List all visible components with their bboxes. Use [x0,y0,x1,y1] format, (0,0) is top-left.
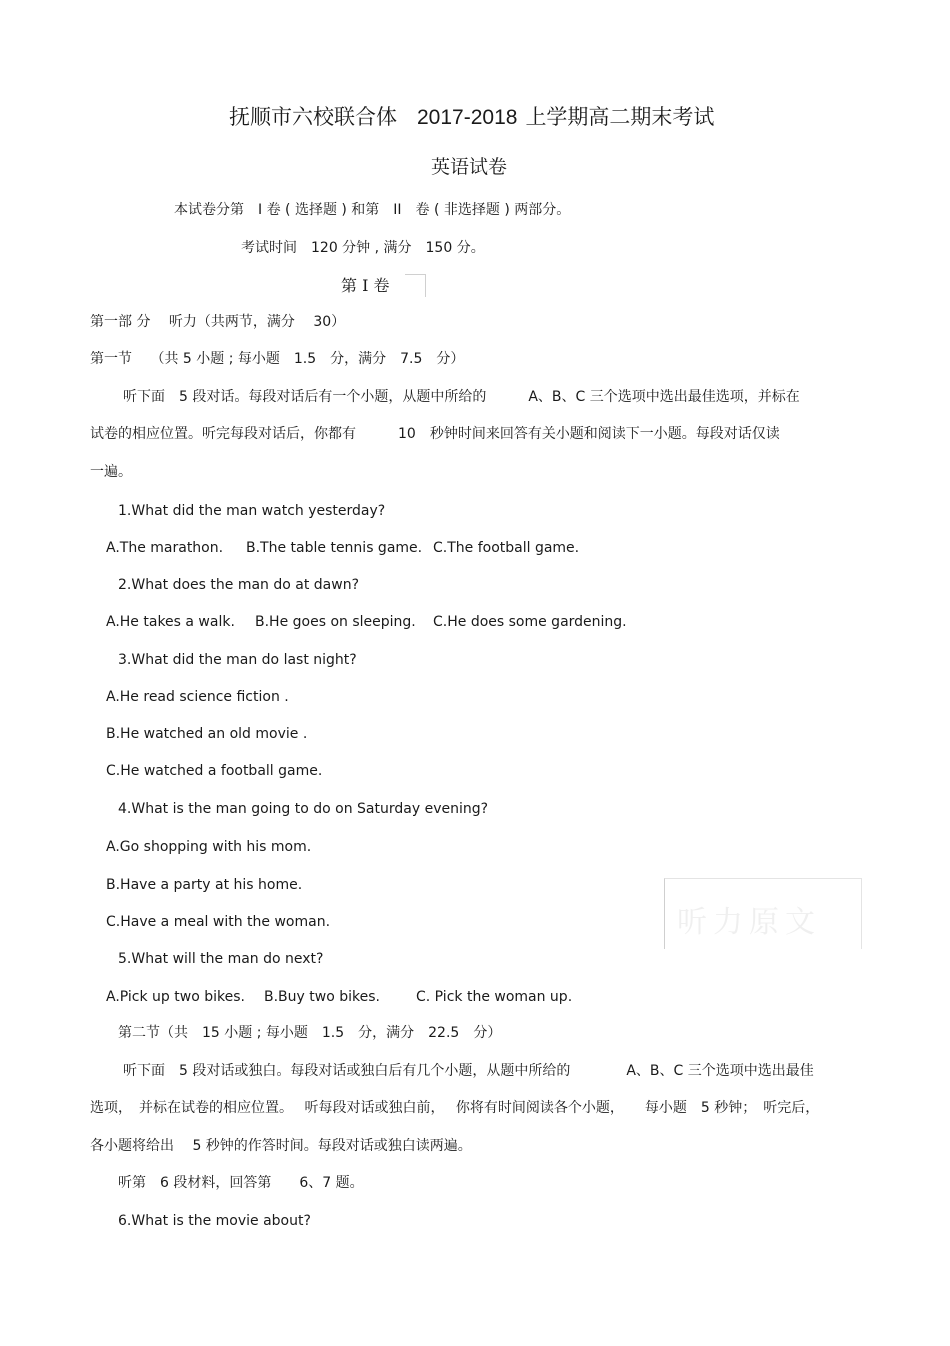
question-6-stem: 6.What is the movie about? [118,1213,311,1229]
question-2-option-b: B.He goes on sleeping. [255,614,416,630]
question-5-option-b: B.Buy two bikes. [264,989,380,1005]
faint-stamp [664,878,862,949]
intro-line-1: 本试卷分第 I 卷 ( 选择题 ) 和第 II 卷 ( 非选择题 ) 两部分。 [174,202,571,218]
question-4-option-b: B.Have a party at his home. [106,877,303,893]
section1-directions-3: 一遍。 [90,464,132,480]
question-2-option-a: A.He takes a walk. [106,614,235,630]
question-4-stem: 4.What is the man going to do on Saturday evening? [118,801,489,817]
stamp-text: 听力原文 [677,905,821,940]
intro-line-2: 考试时间 120 分钟 , 满分 150 分。 [241,240,485,256]
section2-directions-3: 各小题将给出 5 秒钟的作答时间。每段对话或独白读两遍。 [90,1138,472,1154]
section1-directions-2: 试卷的相应位置。听完每段对话后，你都有 10 秒钟时间来回答有关小题和阅读下一小题。每段对话仅读 [90,426,780,442]
exam-title-left: 抚顺市六校联合体 [229,105,397,129]
question-4-option-c: C.Have a meal with the woman. [106,914,331,930]
question-5-option-a: A.Pick up two bikes. [106,989,245,1005]
question-1-stem: 1.What did the man watch yesterday? [118,503,386,519]
question-4-option-a: A.Go shopping with his mom. [106,839,312,855]
question-3-option-a: A.He read science fiction . [106,689,289,705]
section2-heading: 第二节（共 15 小题 ; 每小题 1.5 分，满分 22.5 分） [118,1025,502,1041]
material-note: 听第 6 段材料，回答第 6、7 题。 [118,1175,364,1191]
section1-directions-1: 听下面 5 段对话。每段对话后有一个小题，从题中所给的 A、B、C 三个选项中选出最佳选项，并标在 [123,389,800,405]
section2-directions-2: 选项， 并标在试卷的相应位置。 听每段对话或独白前， 你将有时间阅读各个小题， 每小题 5 秒钟； 听完后， [90,1100,820,1116]
question-1-option-a: A.The marathon. [106,540,224,556]
question-2-stem: 2.What does the man do at dawn? [118,577,360,593]
question-3-stem: 3.What did the man do last night? [118,652,357,668]
question-3-option-b: B.He watched an old movie . [106,726,308,742]
volume-mark [405,274,426,297]
exam-subtitle: 英语试卷 [431,156,508,178]
volume-label: 第 I 卷 [341,276,390,295]
question-1-option-c: C.The football game. [433,540,580,556]
question-2-option-c: C.He does some gardening. [433,614,627,630]
exam-title-right: 上学期高二期末考试 [525,105,715,129]
question-3-option-c: C.He watched a football game. [106,763,323,779]
part1-heading: 第一部 分 听力（共两节，满分 30） [90,314,346,330]
question-5-option-c: C. Pick the woman up. [416,989,573,1005]
section1-heading: 第一节 （共 5 小题 ; 每小题 1.5 分，满分 7.5 分） [90,351,465,367]
question-5-stem: 5.What will the man do next? [118,951,324,967]
section2-directions-1: 听下面 5 段对话或独白。每段对话或独白后有几个小题，从题中所给的 A、B、C 三个选项中选出最佳 [123,1063,814,1079]
exam-title-year: 2017-2018 [417,106,518,129]
question-1-option-b: B.The table tennis game. [246,540,423,556]
exam-title [229,104,714,131]
